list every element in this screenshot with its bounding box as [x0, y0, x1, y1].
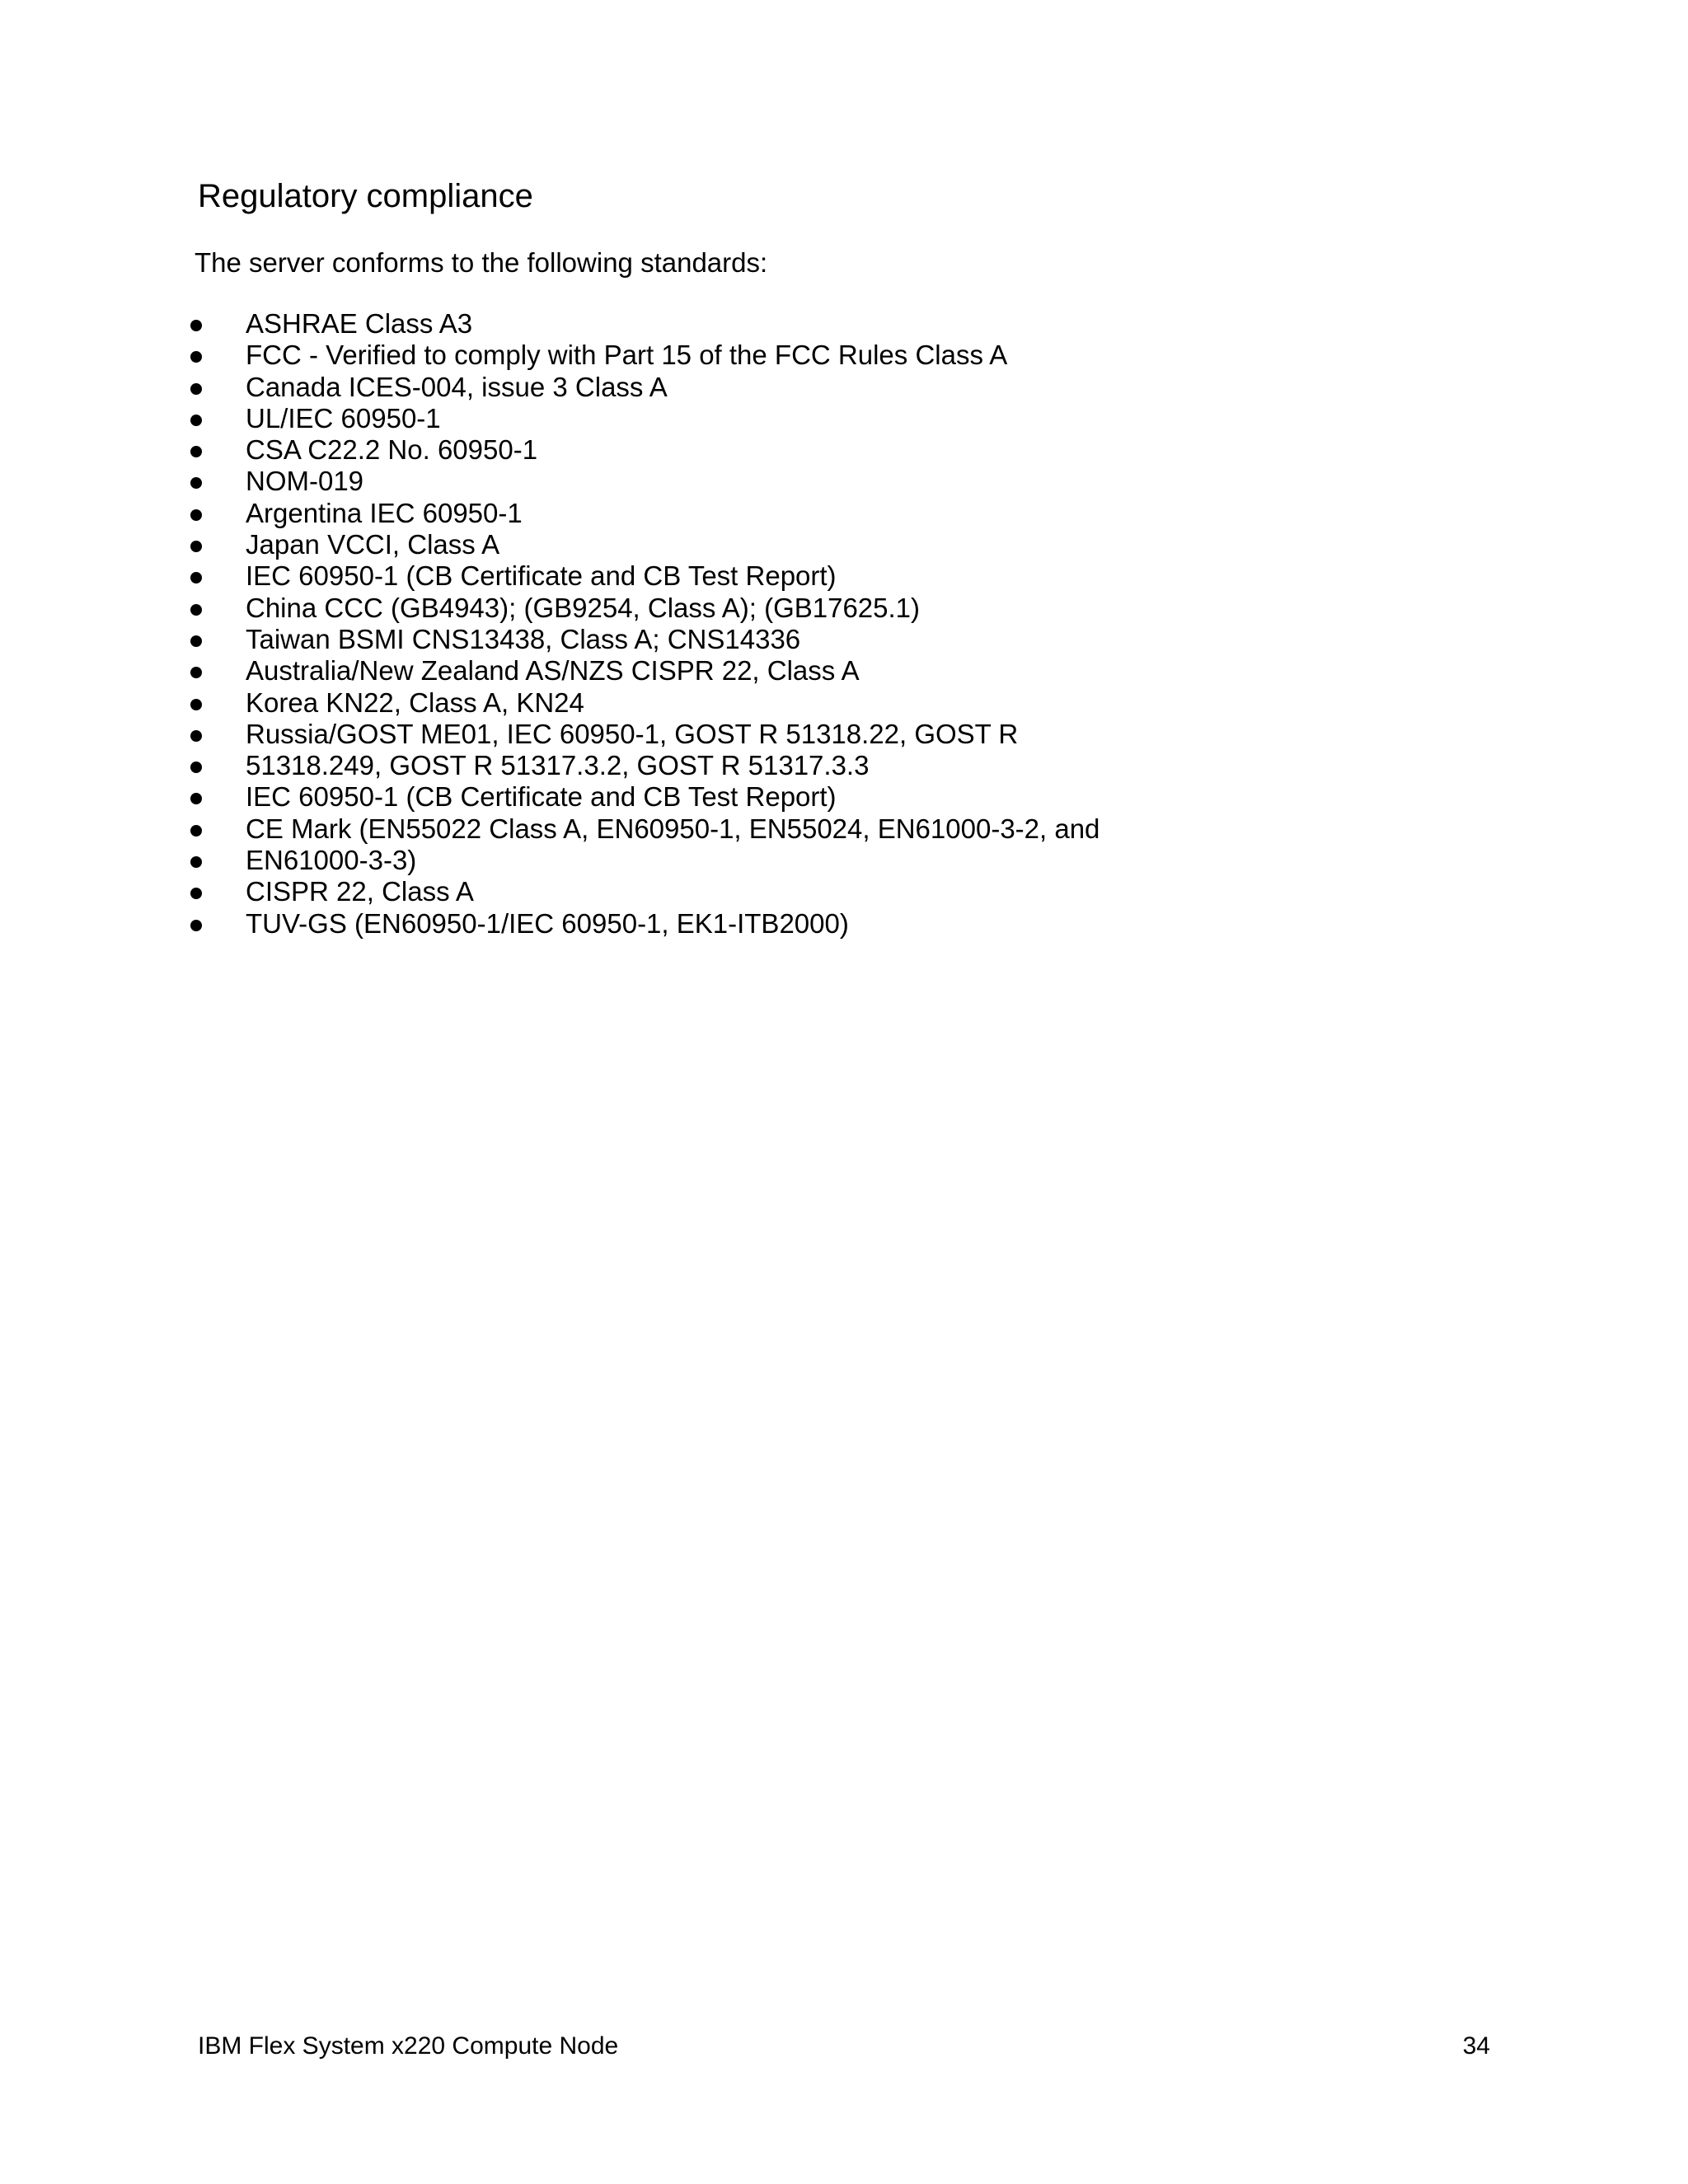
bullet-icon [190, 667, 202, 678]
bullet-icon [190, 604, 202, 616]
bullet-icon [190, 509, 202, 521]
standard-label: CISPR 22, Class A [246, 876, 474, 907]
standard-label: TUV-GS (EN60950-1/IEC 60950-1, EK1-ITB2000) [246, 907, 849, 939]
section-heading: Regulatory compliance [198, 178, 533, 214]
bullet-icon [190, 793, 202, 804]
standard-label: Taiwan BSMI CNS13438, Class A; CNS14336 [246, 623, 801, 654]
standard-label: Argentina IEC 60950-1 [246, 497, 523, 528]
bullet-icon [190, 920, 202, 931]
standard-label: CSA C22.2 No. 60950-1 [246, 434, 538, 466]
bullet-icon [190, 699, 202, 710]
bullet-icon [190, 825, 202, 837]
bullet-icon [190, 635, 202, 647]
standard-label: NOM-019 [246, 466, 364, 497]
standard-label: EN61000-3-3) [246, 845, 417, 876]
standard-label: Korea KN22, Class A, KN24 [246, 687, 584, 718]
bullet-icon [190, 762, 202, 773]
bullet-icon [190, 541, 202, 552]
footer-document-title: IBM Flex System x220 Compute Node [198, 2032, 619, 2060]
bullet-icon [190, 351, 202, 363]
bullet-icon [190, 320, 202, 331]
bullet-icon [190, 477, 202, 489]
standard-label: ASHRAE Class A3 [246, 308, 473, 339]
standard-label: China CCC (GB4943); (GB9254, Class A); (GB17625.1) [246, 592, 921, 623]
standard-label: IEC 60950-1 (CB Certificate and CB Test Report) [246, 781, 837, 813]
bullet-icon [190, 446, 202, 457]
standard-label: Australia/New Zealand AS/NZS CISPR 22, Class A [246, 655, 860, 687]
standard-label: Canada ICES-004, issue 3 Class A [246, 371, 668, 402]
bullet-icon [190, 415, 202, 426]
bullet-icon [190, 572, 202, 583]
standard-label: UL/IEC 60950-1 [246, 402, 441, 434]
bullet-icon [190, 383, 202, 395]
standard-label: IEC 60950-1 (CB Certificate and CB Test Report) [246, 560, 837, 592]
bullet-icon [190, 856, 202, 868]
standard-label: Russia/GOST ME01, IEC 60950-1, GOST R 51318.22, GOST R [246, 718, 1019, 749]
standard-label: FCC - Verified to comply with Part 15 of the FCC Rules Class A [246, 340, 1008, 371]
bullet-icon [190, 888, 202, 899]
standard-label: CE Mark (EN55022 Class A, EN60950-1, EN55024, EN61000-3-2, and [246, 813, 1100, 844]
standard-label: Japan VCCI, Class A [246, 529, 500, 560]
intro-paragraph: The server conforms to the following standards: [195, 247, 768, 278]
standard-label: 51318.249, GOST R 51317.3.2, GOST R 51317.3.3 [246, 750, 870, 781]
footer-page-number: 34 [1462, 2032, 1490, 2060]
bullet-icon [190, 730, 202, 742]
